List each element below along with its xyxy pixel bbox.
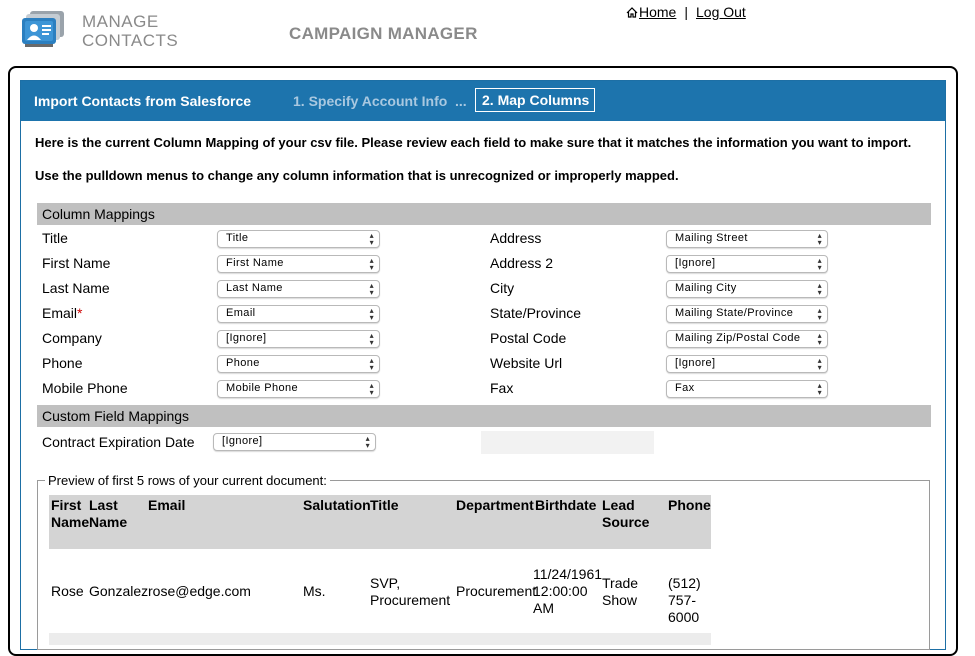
custom-select-contract-expiration[interactable]: [Ignore] ▴ ▾: [213, 433, 376, 451]
wizard-title: Import Contacts from Salesforce: [34, 93, 252, 109]
mapping-select-postal-code[interactable]: Mailing Zip/Postal Code ▴ ▾: [666, 330, 828, 348]
select-arrows-icon: ▴ ▾: [369, 356, 374, 372]
select-arrows-icon: ▴ ▾: [369, 256, 374, 272]
mapping-select-fax[interactable]: Fax ▴ ▾: [666, 380, 828, 398]
select-arrows-icon: ▴ ▾: [369, 231, 374, 247]
logo-line2: CONTACTS: [82, 31, 179, 50]
mapping-label-postal-code: Postal Code: [490, 330, 567, 346]
mapping-select-state[interactable]: Mailing State/Province ▴ ▾: [666, 305, 828, 323]
required-marker: *: [77, 305, 83, 321]
contacts-logo-icon: [22, 11, 66, 49]
select-arrows-icon: ▴ ▾: [817, 256, 822, 272]
home-link[interactable]: Home: [639, 4, 677, 20]
select-arrows-icon: ▴ ▾: [365, 434, 370, 450]
column-header-title: Title: [370, 497, 399, 513]
logo-line1: MANAGE: [82, 12, 159, 31]
mapping-label-last-name: Last Name: [42, 280, 110, 296]
mapping-label-website: Website Url: [490, 355, 563, 371]
select-arrows-icon: ▴ ▾: [369, 306, 374, 322]
column-header-department: Department: [456, 497, 534, 513]
column-header-phone: Phone: [668, 497, 711, 513]
column-mappings-heading: Column Mappings: [37, 203, 931, 225]
mapping-select-website[interactable]: [Ignore] ▴ ▾: [666, 355, 828, 373]
top-links: [626, 4, 746, 20]
mapping-select-last-name[interactable]: Last Name ▴ ▾: [217, 280, 380, 298]
column-header-salutation: Salutation: [303, 497, 371, 513]
cell-first-name: Rose: [51, 583, 84, 599]
step-dots: ...: [455, 93, 467, 109]
mapping-select-mobile-phone[interactable]: Mobile Phone ▴ ▾: [217, 380, 380, 398]
preview-legend: Preview of first 5 rows of your current document:: [45, 473, 330, 488]
custom-label-contract-expiration: Contract Expiration Date: [42, 434, 195, 450]
mapping-select-first-name[interactable]: First Name ▴ ▾: [217, 255, 380, 273]
step-map-columns[interactable]: 2. Map Columns: [475, 88, 595, 112]
mapping-select-title[interactable]: Title ▴ ▾: [217, 230, 380, 248]
cell-birthdate: 11/24/1961 12:00:00 AM: [533, 566, 603, 616]
mapping-label-city: City: [490, 280, 515, 296]
select-arrows-icon: ▴ ▾: [817, 331, 822, 347]
mapping-select-address[interactable]: Mailing Street ▴ ▾: [666, 230, 828, 248]
mapping-label-first-name: First Name: [42, 255, 111, 271]
mapping-label-address: Address: [490, 230, 542, 246]
table-row: [49, 633, 711, 645]
link-separator: |: [684, 4, 688, 20]
cell-title: SVP, Procurement: [370, 575, 451, 608]
custom-mappings-heading: Custom Field Mappings: [37, 405, 931, 427]
mapping-label-fax: Fax: [490, 380, 514, 396]
column-header-birthdate: Birthdate: [535, 497, 597, 513]
select-arrows-icon: ▴ ▾: [817, 356, 822, 372]
app-title: CAMPAIGN MANAGER: [289, 24, 478, 43]
select-arrows-icon: ▴ ▾: [369, 381, 374, 397]
mapping-label-phone: Phone: [42, 355, 83, 371]
logo-text: [82, 12, 178, 50]
step-specify-account[interactable]: 1. Specify Account Info: [293, 93, 448, 109]
intro-line2: Use the pulldown menus to change any column information that is unrecognized or improperly mapped.: [35, 168, 679, 183]
custom-field-placeholder: [481, 431, 654, 454]
mapping-label-state: State/Province: [490, 305, 582, 321]
cell-last-name: Gonzalez: [89, 583, 149, 599]
cell-salutation: Ms.: [303, 583, 326, 599]
intro-line1: Here is the current Column Mapping of your csv file. Please review each field to make sure that it matches the information you want to import.: [35, 135, 912, 150]
mapping-label-mobile-phone: Mobile Phone: [42, 380, 128, 396]
select-arrows-icon: ▴ ▾: [369, 331, 374, 347]
mapping-select-address-2[interactable]: [Ignore] ▴ ▾: [666, 255, 828, 273]
select-arrows-icon: ▴ ▾: [817, 231, 822, 247]
mapping-label-company: Company: [42, 330, 102, 346]
select-arrows-icon: ▴ ▾: [817, 381, 822, 397]
mapping-select-company[interactable]: [Ignore] ▴ ▾: [217, 330, 380, 348]
select-arrows-icon: ▴ ▾: [817, 281, 822, 297]
mapping-label-title: Title: [42, 230, 68, 246]
cell-phone: (512) 757-6000: [668, 575, 701, 625]
column-header-email: Email: [148, 497, 186, 513]
select-arrows-icon: ▴ ▾: [369, 281, 374, 297]
mapping-select-city[interactable]: Mailing City ▴ ▾: [666, 280, 828, 298]
column-header-first-name: First Name: [51, 497, 90, 530]
cell-lead-source: Trade Show: [602, 575, 639, 608]
mapping-select-phone[interactable]: Phone ▴ ▾: [217, 355, 380, 373]
cell-email: rose@edge.com: [148, 583, 251, 599]
mapping-select-email[interactable]: Email ▴ ▾: [217, 305, 380, 323]
mapping-label-address-2: Address 2: [490, 255, 554, 271]
column-header-last-name: Last Name: [89, 497, 128, 530]
select-arrows-icon: ▴ ▾: [817, 306, 822, 322]
home-icon[interactable]: [626, 5, 638, 16]
column-header-lead-source: Lead Source: [602, 497, 650, 530]
mapping-label-email: Email*: [42, 305, 83, 321]
cell-department: Procurement: [456, 583, 537, 599]
logout-link[interactable]: Log Out: [696, 4, 746, 20]
